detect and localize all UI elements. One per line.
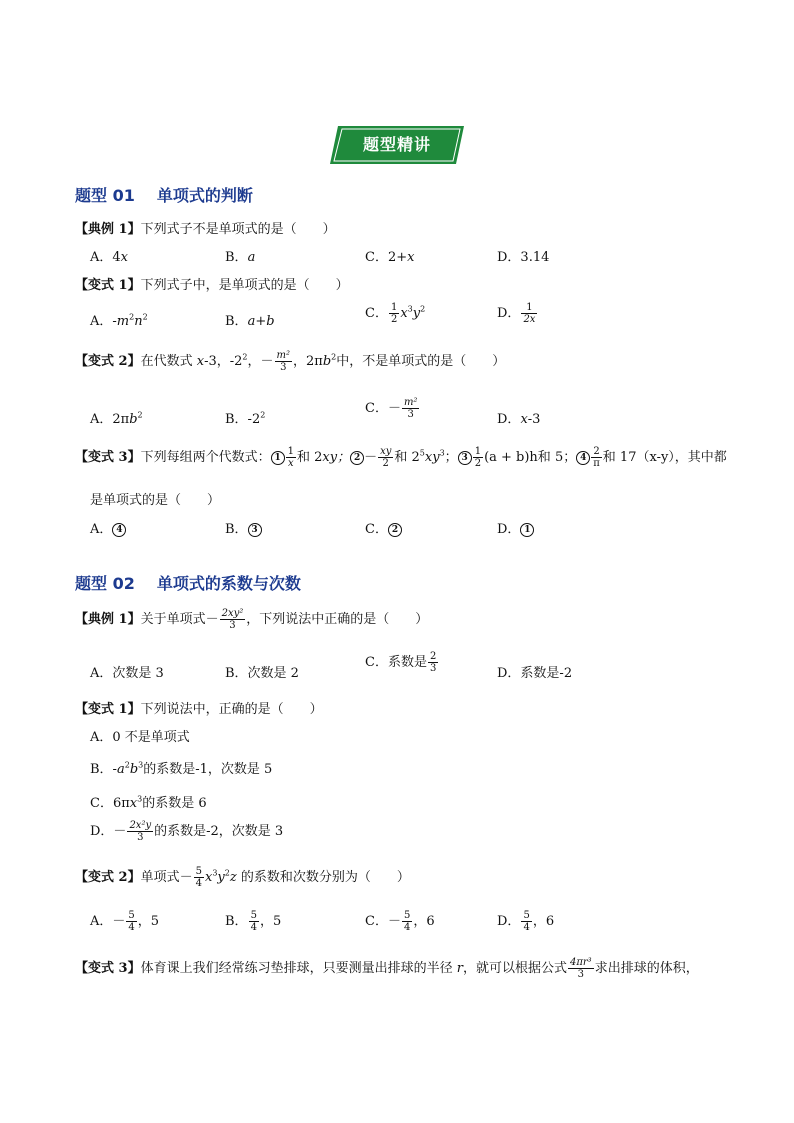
option-b[interactable]: B． $\frac{5}{4}$ ，5 xyxy=(225,910,282,933)
section-heading-1 xyxy=(75,183,253,206)
question-text: 下列式子不是单项式的是（ ） xyxy=(140,222,336,237)
fraction: $\frac{5}{4}$ xyxy=(403,910,411,933)
banner-title: 题型精讲 xyxy=(362,135,431,154)
option-b[interactable]: B． 3 xyxy=(225,518,262,537)
question-tag: 【变式 3】 xyxy=(75,961,141,976)
section-banner xyxy=(330,126,464,164)
fraction: $\frac{1}{2}$ xyxy=(390,302,398,325)
question-tag: 【变式 1】 xyxy=(75,278,141,293)
question-5: 【典例 1】关于单项式－ $\frac{\text{2xy²}}{3}$ ，下列说法中正确的是（ ） xyxy=(75,608,429,631)
option-c[interactable]: C．－ $\frac{5}{4}$ ，6 xyxy=(365,910,435,933)
fraction: $\frac{\text{4πr³}}{3}$ xyxy=(569,957,592,980)
fraction: $\frac{\text{m²}}{3}$ xyxy=(403,397,418,420)
option-b[interactable]: B．次数是 2 xyxy=(225,666,299,681)
option-c[interactable]: C． $\frac{1}{2}$ $x^3y^2$ xyxy=(365,302,426,325)
option-a[interactable]: A．0 不是单项式 xyxy=(90,730,190,745)
question-3: 【变式 2】在代数式 x-3，$-2^2$，－ $\frac{\text{m²}}{3}$ ，$2\pi b^2$中，不是单项式的是（ ） xyxy=(75,350,506,373)
circled-number-icon: 3 xyxy=(248,523,262,537)
option-d[interactable]: D．系数是-2 xyxy=(497,666,573,681)
option-d[interactable]: D． 1 xyxy=(497,518,534,537)
fraction: $\frac{5}{4}$ xyxy=(523,910,530,933)
fraction: $\frac{\text{2x²y}}{3}$ xyxy=(129,820,152,843)
circled-number-icon: 4 xyxy=(112,523,126,537)
question-2 xyxy=(75,274,349,293)
circled-number-icon: 2 xyxy=(350,451,364,465)
fraction: $\frac{\text{m²}}{3}$ xyxy=(276,350,290,373)
question-tag: 【变式 2】 xyxy=(75,870,141,885)
section-number: 题型 02 xyxy=(75,574,135,593)
option-d[interactable]: D． $\frac{5}{4}$ ，6 xyxy=(497,910,555,933)
option-a[interactable]: A．－ $\frac{5}{4}$ ，5 xyxy=(90,910,160,933)
option-c[interactable]: C．系数是 $\frac{2}{3}$ xyxy=(365,651,437,674)
fraction: $\frac{5}{4}$ xyxy=(128,910,135,933)
circled-number-icon: 3 xyxy=(458,451,472,465)
option-b[interactable]: B．$-a^2b^3$的系数是-1，次数是 5 xyxy=(90,760,273,777)
option-d[interactable]: D．3.14 xyxy=(497,250,550,265)
fraction: $\frac{1}{2}$ xyxy=(474,446,482,469)
option-a[interactable]: A．$2\pi b^2$ xyxy=(90,410,143,427)
circled-number-icon: 2 xyxy=(388,523,402,537)
option-b[interactable]: B．$-2^2$ xyxy=(225,410,266,427)
question-tag: 【典例 1】 xyxy=(75,612,141,627)
circled-number-icon: 1 xyxy=(271,451,285,465)
question-4: 【变式 3】下列每组两个代数式： 1 $\frac{1}{x}$ 和 2xy； 2 － $\frac{xy}{2}$ 和 $2^5xy^3$； 3 $\frac{1}{2}$ (a + b)h和 5； 4 $\frac{2}{\pi}$ 和 17（x-y），其中都 xyxy=(75,446,727,469)
fraction: $\frac{\text{2xy²}}{3}$ xyxy=(221,608,244,631)
question-8: 【变式 3】体育课上我们经常练习垫排球，只要测量出排球的半径 r，就可以根据公式 $\frac{\text{4πr³}}{3}$ 求出排球的体积， xyxy=(75,957,699,980)
question-1 xyxy=(75,218,336,237)
option-c[interactable]: C．－ $\frac{\text{m²}}{3}$ xyxy=(365,397,418,420)
option-d[interactable]: D． $\frac{1}{2x}$ xyxy=(497,302,536,325)
option-a[interactable]: A．次数是 3 xyxy=(90,666,164,681)
fraction: $\frac{1}{2x}$ xyxy=(523,302,536,325)
question-4-line-2: 是单项式的是（ ） xyxy=(90,493,221,508)
fraction: $\frac{xy}{2}$ xyxy=(380,446,392,469)
question-text: 下列式子中，是单项式的是（ ） xyxy=(140,278,349,293)
section-number: 题型 01 xyxy=(75,186,135,205)
question-tag: 【变式 3】 xyxy=(75,450,141,465)
fraction: $\frac{1}{x}$ xyxy=(287,446,294,469)
fraction: $\frac{2}{\pi}$ xyxy=(593,446,600,469)
option-d[interactable]: D．x-3 xyxy=(497,412,541,427)
option-a[interactable]: A．4x xyxy=(90,250,129,265)
option-c[interactable]: C．2+x xyxy=(365,250,415,265)
question-tag: 【变式 2】 xyxy=(75,354,141,369)
fraction: $\frac{2}{3}$ xyxy=(429,651,437,674)
question-tag: 【变式 1】 xyxy=(75,702,141,717)
option-b[interactable]: B．a xyxy=(225,250,256,265)
question-tag: 【典例 1】 xyxy=(75,222,141,237)
question-7: 【变式 2】单项式－ $\frac{5}{4}$ $x^3y^2z$ 的系数和次数分别为（ ） xyxy=(75,866,410,889)
option-a[interactable]: A． 4 xyxy=(90,518,126,537)
question-text: 下列说法中，正确的是（ ） xyxy=(140,702,323,717)
option-c[interactable]: C． 2 xyxy=(365,518,402,537)
fraction: $\frac{5}{4}$ xyxy=(195,866,202,889)
option-a[interactable]: A．$-m^2n^2$ xyxy=(90,312,148,329)
option-b[interactable]: B．a+b xyxy=(225,314,275,329)
circled-number-icon: 4 xyxy=(576,451,590,465)
section-title: 单项式的系数与次数 xyxy=(156,574,301,593)
fraction: $\frac{5}{4}$ xyxy=(250,910,257,933)
option-d[interactable]: D．－ $\frac{\text{2x²y}}{3}$ 的系数是-2，次数是 3 xyxy=(90,820,284,843)
section-title: 单项式的判断 xyxy=(156,186,253,205)
circled-number-icon: 1 xyxy=(520,523,534,537)
option-c[interactable]: C．$6\pi x^3$的系数是 6 xyxy=(90,794,207,811)
question-6 xyxy=(75,698,323,717)
section-heading-2 xyxy=(75,571,301,594)
